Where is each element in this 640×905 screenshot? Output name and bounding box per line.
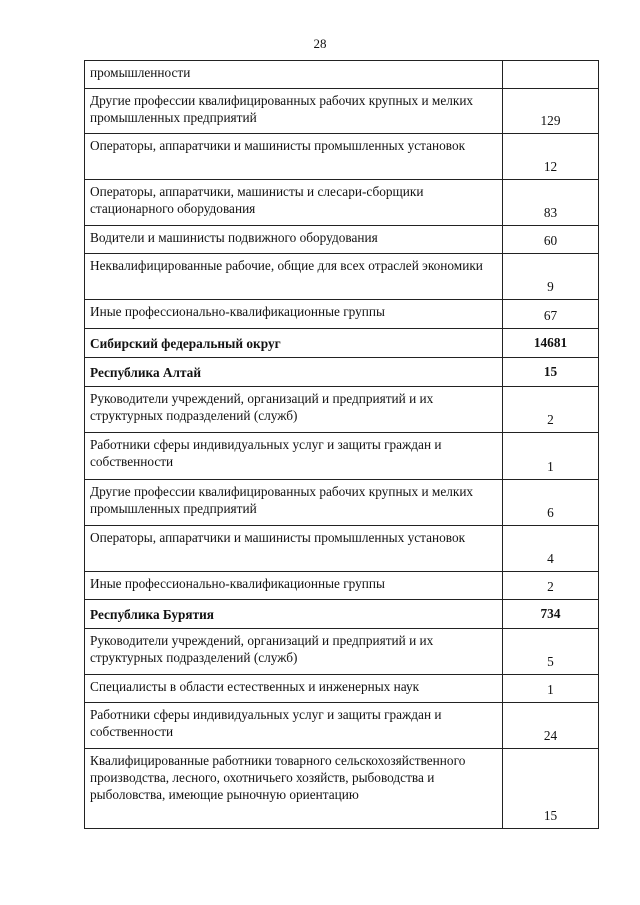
row-value: 15	[503, 749, 599, 829]
row-value: 24	[503, 703, 599, 749]
row-value: 2	[503, 572, 599, 600]
row-value: 4	[503, 526, 599, 572]
table-row	[85, 300, 599, 329]
page-number: 28	[313, 36, 327, 51]
table-row	[85, 180, 599, 226]
row-label: Другие профессии квалифицированных рабочих крупных и мелких промышленных предприятий	[85, 480, 503, 526]
row-label: Иные профессионально-квалификационные группы	[85, 572, 503, 600]
row-value: 734	[503, 600, 599, 629]
table-row	[85, 226, 599, 254]
table-row	[85, 703, 599, 749]
table-row	[85, 329, 599, 358]
row-label: Операторы, аппаратчики и машинисты промышленных установок	[85, 526, 503, 572]
row-value: 1	[503, 675, 599, 703]
row-value	[503, 61, 599, 89]
table-row	[85, 572, 599, 600]
table-row	[85, 387, 599, 433]
row-label: Иные профессионально-квалификационные группы	[85, 300, 503, 329]
row-label: Сибирский федеральный округ	[85, 329, 503, 358]
row-value: 60	[503, 226, 599, 254]
row-value: 9	[503, 254, 599, 300]
row-value: 15	[503, 358, 599, 387]
row-value: 83	[503, 180, 599, 226]
row-value: 67	[503, 300, 599, 329]
row-value: 12	[503, 134, 599, 180]
occupation-table	[84, 60, 599, 829]
row-label: Работники сферы индивидуальных услуг и защиты граждан и собственности	[85, 433, 503, 480]
table-row	[85, 749, 599, 829]
table-row	[85, 254, 599, 300]
table-row	[85, 433, 599, 480]
row-label: Операторы, аппаратчики и машинисты промышленных установок	[85, 134, 503, 180]
table-row	[85, 629, 599, 675]
row-label: Руководители учреждений, организаций и предприятий и их структурных подразделений (служб)	[85, 387, 503, 433]
row-value: 129	[503, 89, 599, 134]
table-row	[85, 61, 599, 89]
row-label: Специалисты в области естественных и инженерных наук	[85, 675, 503, 703]
table-row	[85, 526, 599, 572]
row-value: 14681	[503, 329, 599, 358]
row-label: Руководители учреждений, организаций и предприятий и их структурных подразделений (служб)	[85, 629, 503, 675]
row-label: Квалифицированные работники товарного сельскохозяйственного производства, лесного, охотничьего хозяйств, рыбоводства и рыболовства, имеющие рыночную ориентацию	[85, 749, 503, 829]
row-label: Другие профессии квалифицированных рабочих крупных и мелких промышленных предприятий	[85, 89, 503, 134]
row-value: 1	[503, 433, 599, 480]
row-value: 5	[503, 629, 599, 675]
row-value: 2	[503, 387, 599, 433]
table-row	[85, 675, 599, 703]
row-label: Операторы, аппаратчики, машинисты и слесари-сборщики стационарного оборудования	[85, 180, 503, 226]
table-body	[85, 61, 599, 829]
row-label: Работники сферы индивидуальных услуг и защиты граждан и собственности	[85, 703, 503, 749]
row-label: Республика Алтай	[85, 358, 503, 387]
row-label: Водители и машинисты подвижного оборудования	[85, 226, 503, 254]
row-label: Республика Бурятия	[85, 600, 503, 629]
table-row	[85, 480, 599, 526]
row-label: Неквалифицированные рабочие, общие для всех отраслей экономики	[85, 254, 503, 300]
table-row	[85, 89, 599, 134]
table-row	[85, 134, 599, 180]
table-row	[85, 600, 599, 629]
row-label: промышленности	[85, 61, 503, 89]
row-value: 6	[503, 480, 599, 526]
table-row	[85, 358, 599, 387]
